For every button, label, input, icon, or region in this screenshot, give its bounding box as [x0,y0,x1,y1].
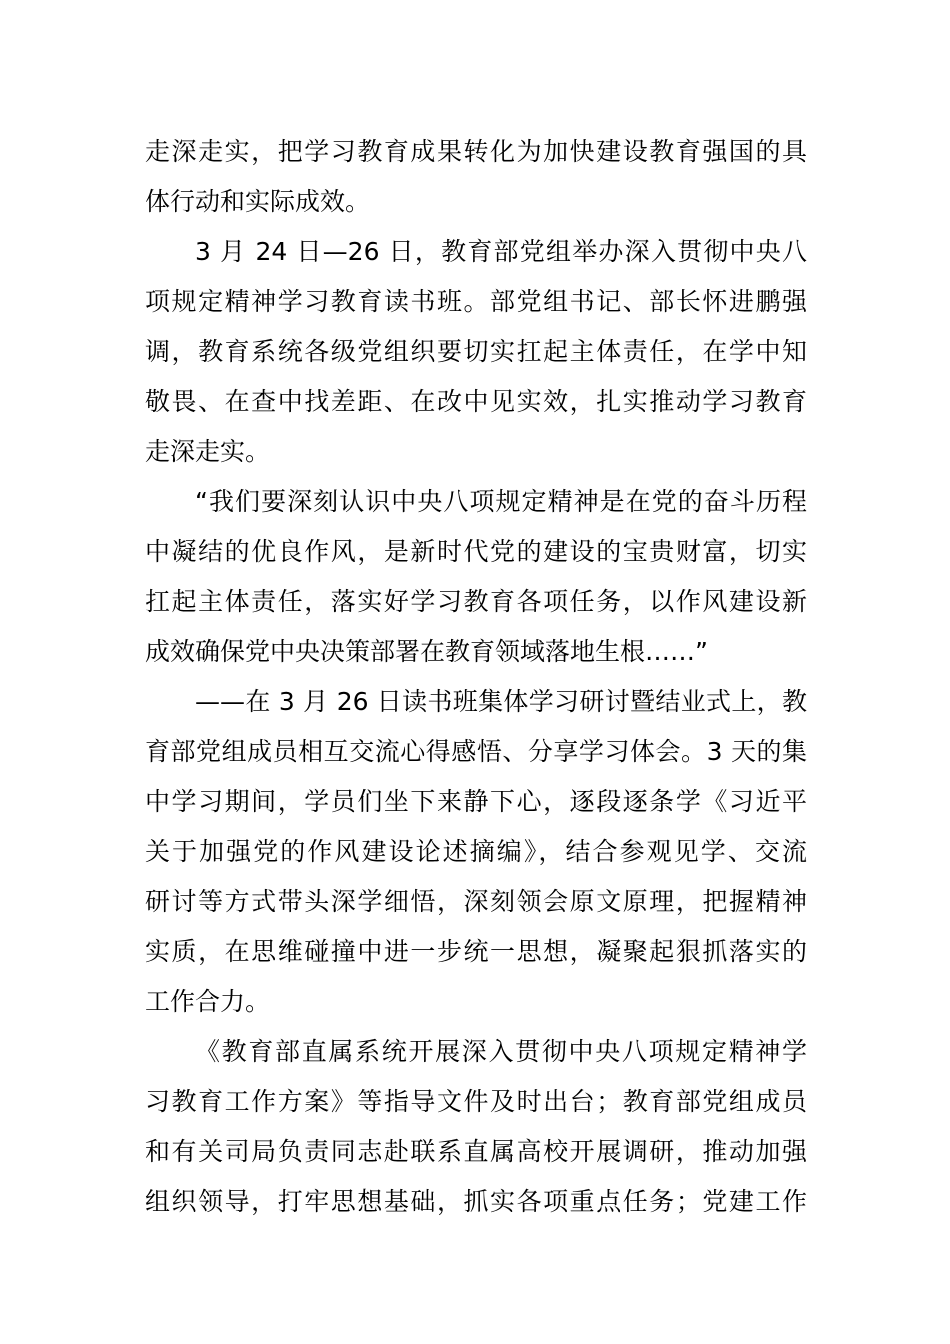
text-line: 《教育部直属系统开展深入贯彻中央八项规定精神学 [195,1037,807,1066]
paragraph-p1 [145,127,807,227]
paragraph-p3 [145,477,807,677]
text-line: ——在 3 月 26 日读书班集体学习研讨暨结业式上，教 [195,687,807,716]
text-line: 关于加强党的作风建设论述摘编》，结合参观见学、交流 [145,837,807,866]
document-body [145,127,807,1227]
paragraph-p2 [145,227,807,477]
text-line: 中学习期间，学员们坐下来静下心，逐段逐条学《习近平 [145,787,807,816]
text-line: 走深走实。 [145,437,271,466]
text-line: 习教育工作方案》等指导文件及时出台；教育部党组成员 [145,1087,807,1116]
text-line: 育部党组成员相互交流心得感悟、分享学习体会。3 天的集 [145,737,807,766]
paragraph-p4 [145,677,807,1027]
text-line: 组织领导，打牢思想基础，抓实各项重点任务；党建工作 [145,1187,807,1216]
text-line: “我们要深刻认识中央八项规定精神是在党的奋斗历程 [195,487,807,516]
text-line: 中凝结的优良作风，是新时代党的建设的宝贵财富，切实 [145,537,807,566]
text-line: 成效确保党中央决策部署在教育领域落地生根……” [145,637,708,666]
text-line: 敬畏、在查中找差距、在改中见实效，扎实推动学习教育 [145,387,807,416]
paragraph-p5 [145,1027,807,1227]
text-line: 和有关司局负责同志赴联系直属高校开展调研，推动加强 [145,1137,807,1166]
text-line: 扛起主体责任，落实好学习教育各项任务，以作风建设新 [145,587,807,616]
text-line: 工作合力。 [145,987,271,1016]
text-line: 实质，在思维碰撞中进一步统一思想，凝聚起狠抓落实的 [145,937,807,966]
text-line: 调，教育系统各级党组织要切实扛起主体责任，在学中知 [145,337,807,366]
text-line: 项规定精神学习教育读书班。部党组书记、部长怀进鹏强 [145,287,807,316]
text-line: 体行动和实际成效。 [145,187,371,216]
text-line: 研讨等方式带头深学细悟，深刻领会原文原理，把握精神 [145,887,807,916]
text-line: 3 月 24 日—26 日，教育部党组举办深入贯彻中央八 [195,237,807,266]
text-line: 走深走实，把学习教育成果转化为加快建设教育强国的具 [145,137,807,166]
